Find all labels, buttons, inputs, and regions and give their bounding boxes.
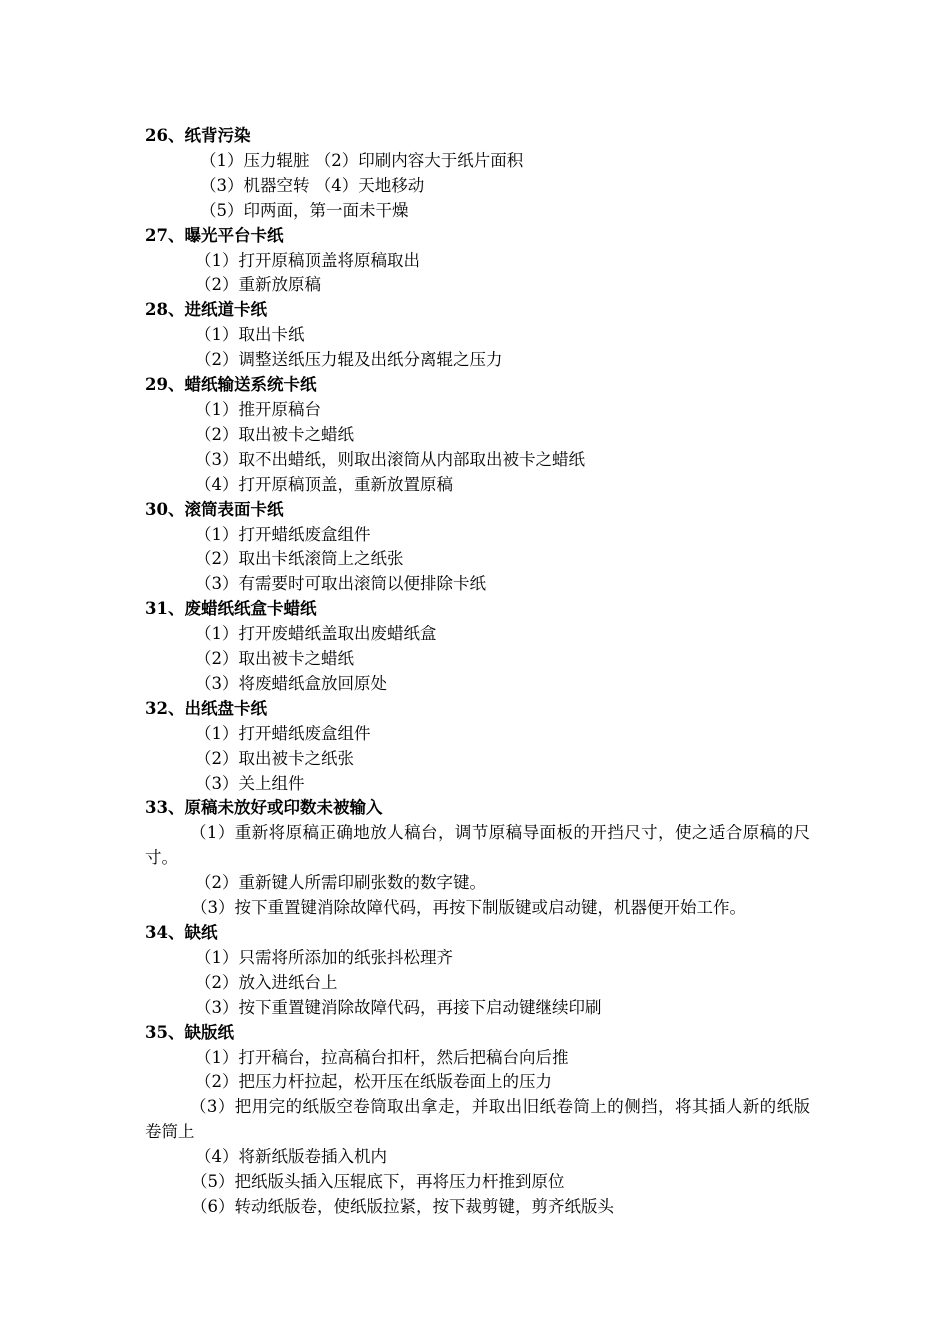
list-item: （2）取出卡纸滚筒上之纸张 — [195, 549, 404, 569]
list-item: （3）按下重置键消除故障代码，再接下启动键继续印刷 — [195, 997, 602, 1017]
list-item: （6）转动纸版卷，使纸版拉紧，按下裁剪键，剪齐纸版头 — [191, 1196, 614, 1216]
section-heading: 31、废蜡纸纸盒卡蜡纸 — [145, 599, 317, 619]
section-heading: 34、缺纸 — [145, 923, 218, 942]
section-heading: 29、蜡纸输送系统卡纸 — [145, 375, 317, 395]
list-item: （1）打开原稿顶盖将原稿取出 — [195, 250, 420, 270]
list-item: （2）取出被卡之蜡纸 — [195, 649, 354, 669]
section-heading: 28、进纸道卡纸 — [145, 300, 267, 320]
list-item: （1）压力辊脏 （2）印刷内容大于纸片面积 — [200, 150, 524, 170]
list-item: （2）取出被卡之纸张 — [195, 748, 354, 768]
list-item: （3）有需要时可取出滚筒以便排除卡纸 — [195, 574, 486, 594]
list-item: （5）印两面，第一面未干燥 — [200, 200, 409, 220]
list-item: （1）取出卡纸 — [195, 325, 305, 345]
section-heading: 27、曝光平台卡纸 — [145, 225, 284, 245]
list-item: （1）打开废蜡纸盖取出废蜡纸盒 — [195, 624, 437, 644]
list-item: （3）把用完的纸版空卷筒取出拿走，并取出旧纸卷筒上的侧挡，将其插人新的纸版卷筒上 — [145, 1097, 810, 1142]
list-item: （1）重新将原稿正确地放人稿台，调节原稿导面板的开挡尺寸，使之适合原稿的尺寸。 — [145, 823, 810, 868]
list-item: （2）重新放原稿 — [195, 275, 321, 295]
section-heading: 26、纸背污染 — [145, 126, 251, 145]
list-item: （2）取出被卡之蜡纸 — [195, 424, 354, 444]
section-heading: 30、滚筒表面卡纸 — [145, 499, 284, 519]
list-item: （1）打开蜡纸废盒组件 — [195, 723, 371, 743]
list-item: （2）把压力杆拉起，松开压在纸版卷面上的压力 — [195, 1072, 552, 1092]
list-item: （1）只需将所添加的纸张抖松理齐 — [195, 947, 453, 967]
section-heading: 32、出纸盘卡纸 — [145, 698, 267, 718]
list-item: （2）放入进纸台上 — [195, 972, 338, 992]
list-item: （3）机器空转 （4）天地移动 — [200, 175, 425, 195]
list-item: （3）取不出蜡纸，则取出滚筒从内部取出被卡之蜡纸 — [195, 449, 585, 469]
section-heading: 35、缺版纸 — [145, 1022, 234, 1042]
list-item: （5）把纸版头插入压辊底下，再将压力杆推到原位 — [191, 1172, 565, 1192]
list-item: （1）推开原稿台 — [195, 399, 321, 419]
list-item: （2）重新键人所需印刷张数的数字键。 — [195, 873, 486, 893]
list-item: （4）将新纸版卷插入机内 — [195, 1147, 387, 1167]
list-item: （4）打开原稿顶盖，重新放置原稿 — [195, 474, 453, 494]
list-item: （2）调整送纸压力辊及出纸分离辊之压力 — [195, 350, 503, 370]
section-heading: 33、原稿未放好或印数未被输入 — [145, 798, 383, 818]
list-item: （3）按下重置键消除故障代码，再按下制版键或启动键，机器便开始工作。 — [191, 898, 746, 918]
document-body — [145, 124, 810, 1220]
list-item: （3）将废蜡纸盒放回原处 — [195, 673, 387, 693]
list-item: （3）关上组件 — [195, 773, 305, 793]
list-item: （1）打开蜡纸废盒组件 — [195, 524, 371, 544]
list-item: （1）打开稿台，拉高稿台扣杆，然后把稿台向后推 — [195, 1047, 569, 1067]
